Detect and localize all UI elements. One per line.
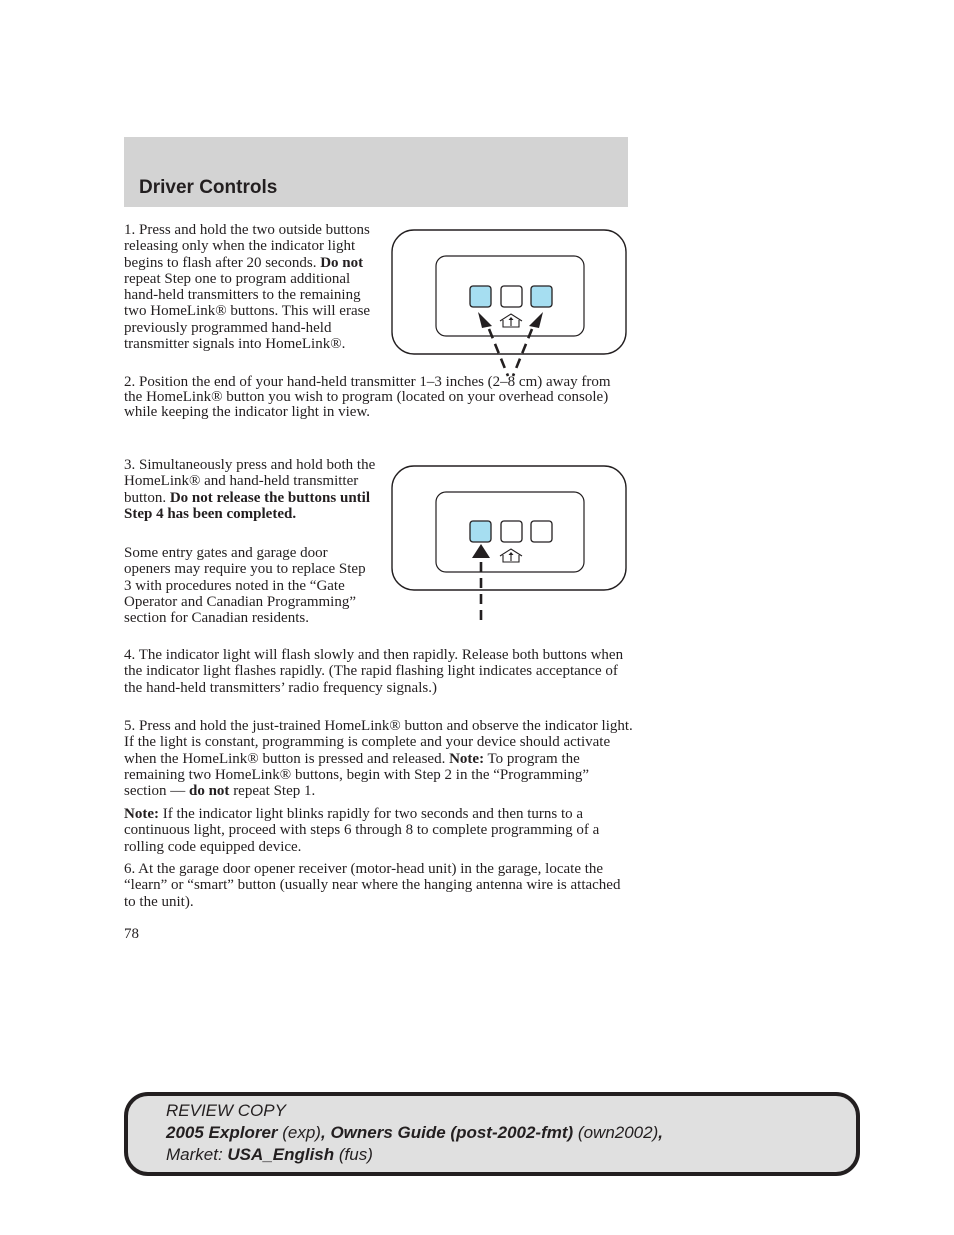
step-5-paragraph: 5. Press and hold the just-trained HomeLink® button and observe the indicator light. If the light is constant, programming is complete and your device should activate when the HomeLink® button is pressed and released. Note: To program the remaining two HomeLink® buttons, begin with Step 2 in the “Programming” section — do not repeat Step 1. (124, 718, 633, 800)
homelink-button-left (470, 286, 491, 307)
homelink-button-right (531, 286, 552, 307)
step-6-paragraph: 6. At the garage door opener receiver (motor-head unit) in the garage, locate the “learn” or “smart” button (usually near where the hanging antenna wire is attached to the unit). (124, 861, 621, 910)
review-copy-label: REVIEW COPY (166, 1101, 286, 1120)
step-1-paragraph: 1. Press and hold the two outside buttons releasing only when the indicator light begins to flash after 20 seconds. Do not repeat Step one to program additional hand-held transmitters to the remaining two HomeLink® buttons. This will erase previously programmed hand-held transmitter signals into HomeLink®. (124, 222, 371, 353)
section-header-band (124, 137, 628, 207)
figure-outside-buttons (388, 228, 630, 384)
page-number: 78 (124, 926, 139, 942)
figure-left-button (388, 464, 630, 624)
homelink-button-center (501, 286, 522, 307)
step-2-paragraph: 2. Position the end of your hand-held transmitter 1–3 inches (2–8 cm) away from the HomeLink® button you wish to program (located on your overhead console) while keeping the indicator light in view. (124, 374, 611, 421)
homelink-button-left (470, 521, 491, 542)
homelink-button-center (501, 521, 522, 542)
homelink-button-right (531, 521, 552, 542)
step-3-paragraph: 3. Simultaneously press and hold both the HomeLink® and hand-held transmitter button. Do not release the buttons until Step 4 has been completed. (124, 457, 376, 522)
gates-note-paragraph: Some entry gates and garage door openers may require you to replace Step 3 with procedures noted in the “Gate Operator and Canadian Programming” section for Canadian residents. (124, 545, 366, 627)
review-copy-box (124, 1092, 860, 1176)
section-title: Driver Controls (139, 177, 278, 198)
note-paragraph: Note: If the indicator light blinks rapidly for two seconds and then turns to a continuous light, proceed with steps 6 through 8 to complete programming of a rolling code equipped device. (124, 806, 600, 855)
step-4-paragraph: 4. The indicator light will flash slowly and then rapidly. Release both buttons when the indicator light flashes rapidly. (The rapid flashing light indicates acceptance of the hand-held transmitters’ radio frequency signals.) (124, 647, 624, 696)
review-copy-text: REVIEW COPY 2005 Explorer (exp), Owners Guide (post-2002-fmt) (own2002), Market: USA_English (fus) (166, 1101, 663, 1164)
